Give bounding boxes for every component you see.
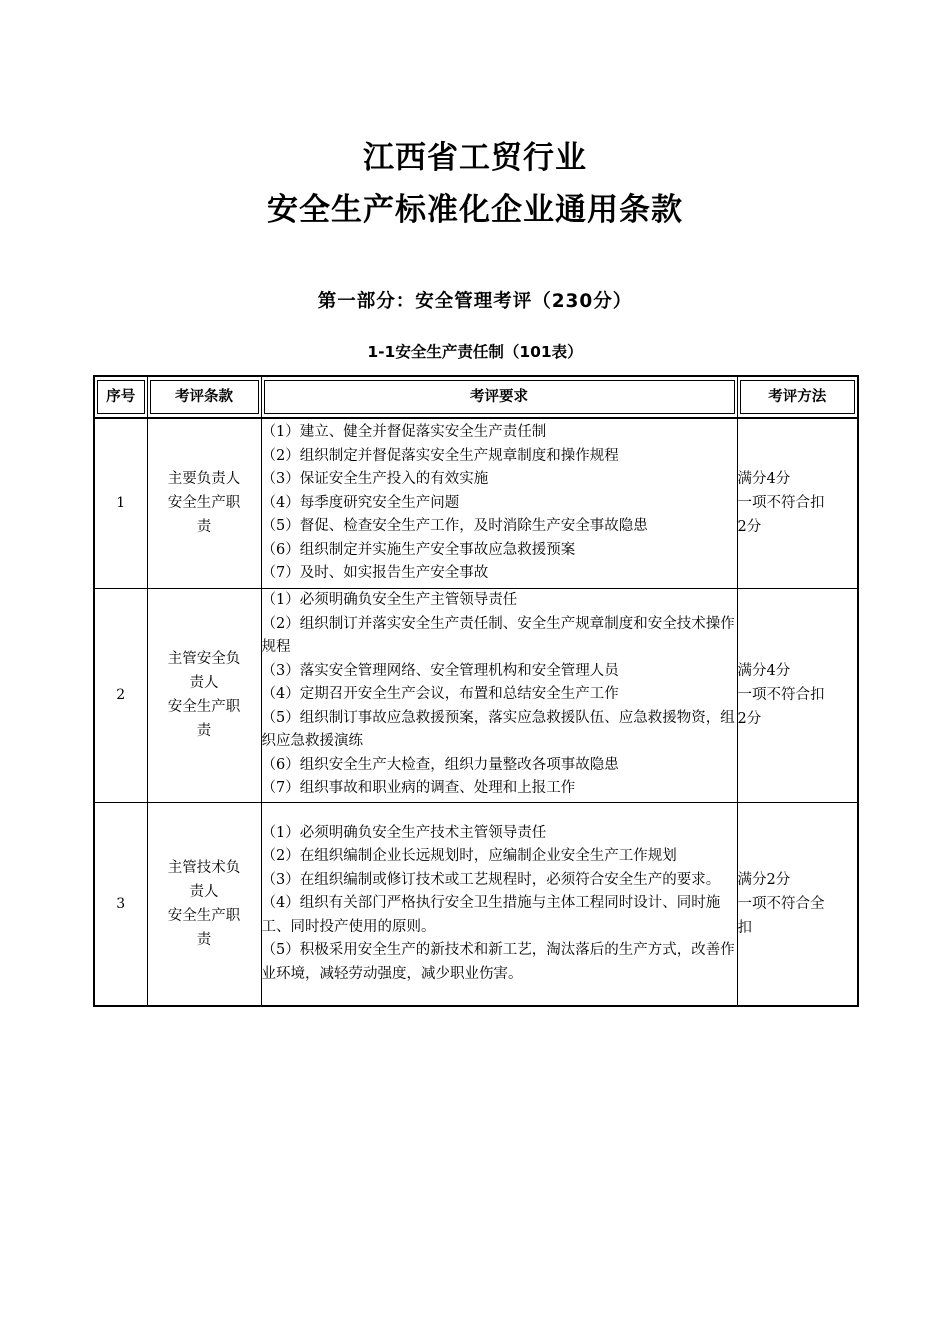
requirement-item: （2）组织制定并督促落实安全生产规章制度和操作规程 xyxy=(261,447,619,464)
document-title-line-1: 江西省工贸行业 xyxy=(363,140,587,176)
table-caption: 1-1安全生产责任制（101表） xyxy=(367,343,583,361)
table-header-row xyxy=(94,376,858,418)
requirement-item: （7）组织事故和职业病的调查、处理和上报工作 xyxy=(261,780,576,797)
table-row xyxy=(94,588,858,802)
row-requirements xyxy=(261,802,737,1006)
requirement-item: （4）定期召开安全生产会议，布置和总结安全生产工作 xyxy=(261,686,619,703)
row-clause: 主管安全负 责人 安全生产职 责 xyxy=(147,588,261,802)
document-title-line-2: 安全生产标准化企业通用条款 xyxy=(267,192,683,228)
header-method: 考评方法 xyxy=(737,376,858,418)
header-seq: 序号 xyxy=(94,376,147,418)
requirement-item: （5）积极采用安全生产的新技术和新工艺，淘汰落后的生产方式，改善作业环境，减轻劳动强度，减少职业伤害。 xyxy=(261,942,735,982)
requirement-item: （3）在组织编制或修订技术或工艺规程时，必须符合安全生产的要求。 xyxy=(261,871,721,888)
row-method: 满分2分 一项不符合全 扣 xyxy=(737,802,858,1006)
requirement-item: （4）组织有关部门严格执行安全卫生措施与主体工程同时设计、同时施工、同时投产使用的原则。 xyxy=(261,895,721,935)
row-method: 满分4分 一项不符合扣 2分 xyxy=(737,418,858,588)
requirement-item: （1）必须明确负安全生产主管领导责任 xyxy=(261,592,518,609)
row-seq: 1 xyxy=(94,418,147,588)
table-row xyxy=(94,418,858,588)
row-method: 满分4分 一项不符合扣 2分 xyxy=(737,588,858,802)
requirement-item: （1）必须明确负安全生产技术主管领导责任 xyxy=(261,824,547,841)
requirement-item: （5）督促、检查安全生产工作，及时消除生产安全事故隐患 xyxy=(261,518,648,534)
requirement-item: （6）组织安全生产大检查，组织力量整改各项事故隐患 xyxy=(261,756,619,773)
row-seq: 2 xyxy=(94,588,147,802)
requirement-item: （2）组织制订并落实安全生产责任制、安全生产规章制度和安全技术操作规程 xyxy=(261,615,735,656)
requirement-item: （5）组织制订事故应急救援预案，落实应急救援队伍、应急救援物资，组织应急救援演练 xyxy=(261,709,735,750)
requirement-item: （2）在组织编制企业长远规划时，应编制企业安全生产工作规划 xyxy=(261,848,677,864)
row-clause: 主管技术负 责人 安全生产职 责 xyxy=(147,802,261,1006)
row-seq: 3 xyxy=(94,802,147,1006)
row-requirements xyxy=(261,588,737,802)
requirement-item: （6）组织制定并实施生产安全事故应急救援预案 xyxy=(261,541,576,558)
requirement-item: （3）保证安全生产投入的有效实施 xyxy=(261,471,489,487)
table-row xyxy=(94,802,858,1006)
assessment-table xyxy=(93,375,859,1007)
requirement-item: （4）每季度研究安全生产问题 xyxy=(261,494,460,511)
row-clause: 主要负责人 安全生产职 责 xyxy=(147,418,261,588)
header-requirements: 考评要求 xyxy=(261,376,737,418)
part-heading: 第一部分：安全管理考评（230分） xyxy=(317,291,633,312)
requirement-item: （1）建立、健全并督促落实安全生产责任制 xyxy=(261,424,547,440)
row-requirements xyxy=(261,418,737,588)
requirement-item: （3）落实安全管理网络、安全管理机构和安全管理人员 xyxy=(261,662,619,679)
header-clause: 考评条款 xyxy=(147,376,261,418)
requirement-item: （7）及时、如实报告生产安全事故 xyxy=(261,565,489,581)
